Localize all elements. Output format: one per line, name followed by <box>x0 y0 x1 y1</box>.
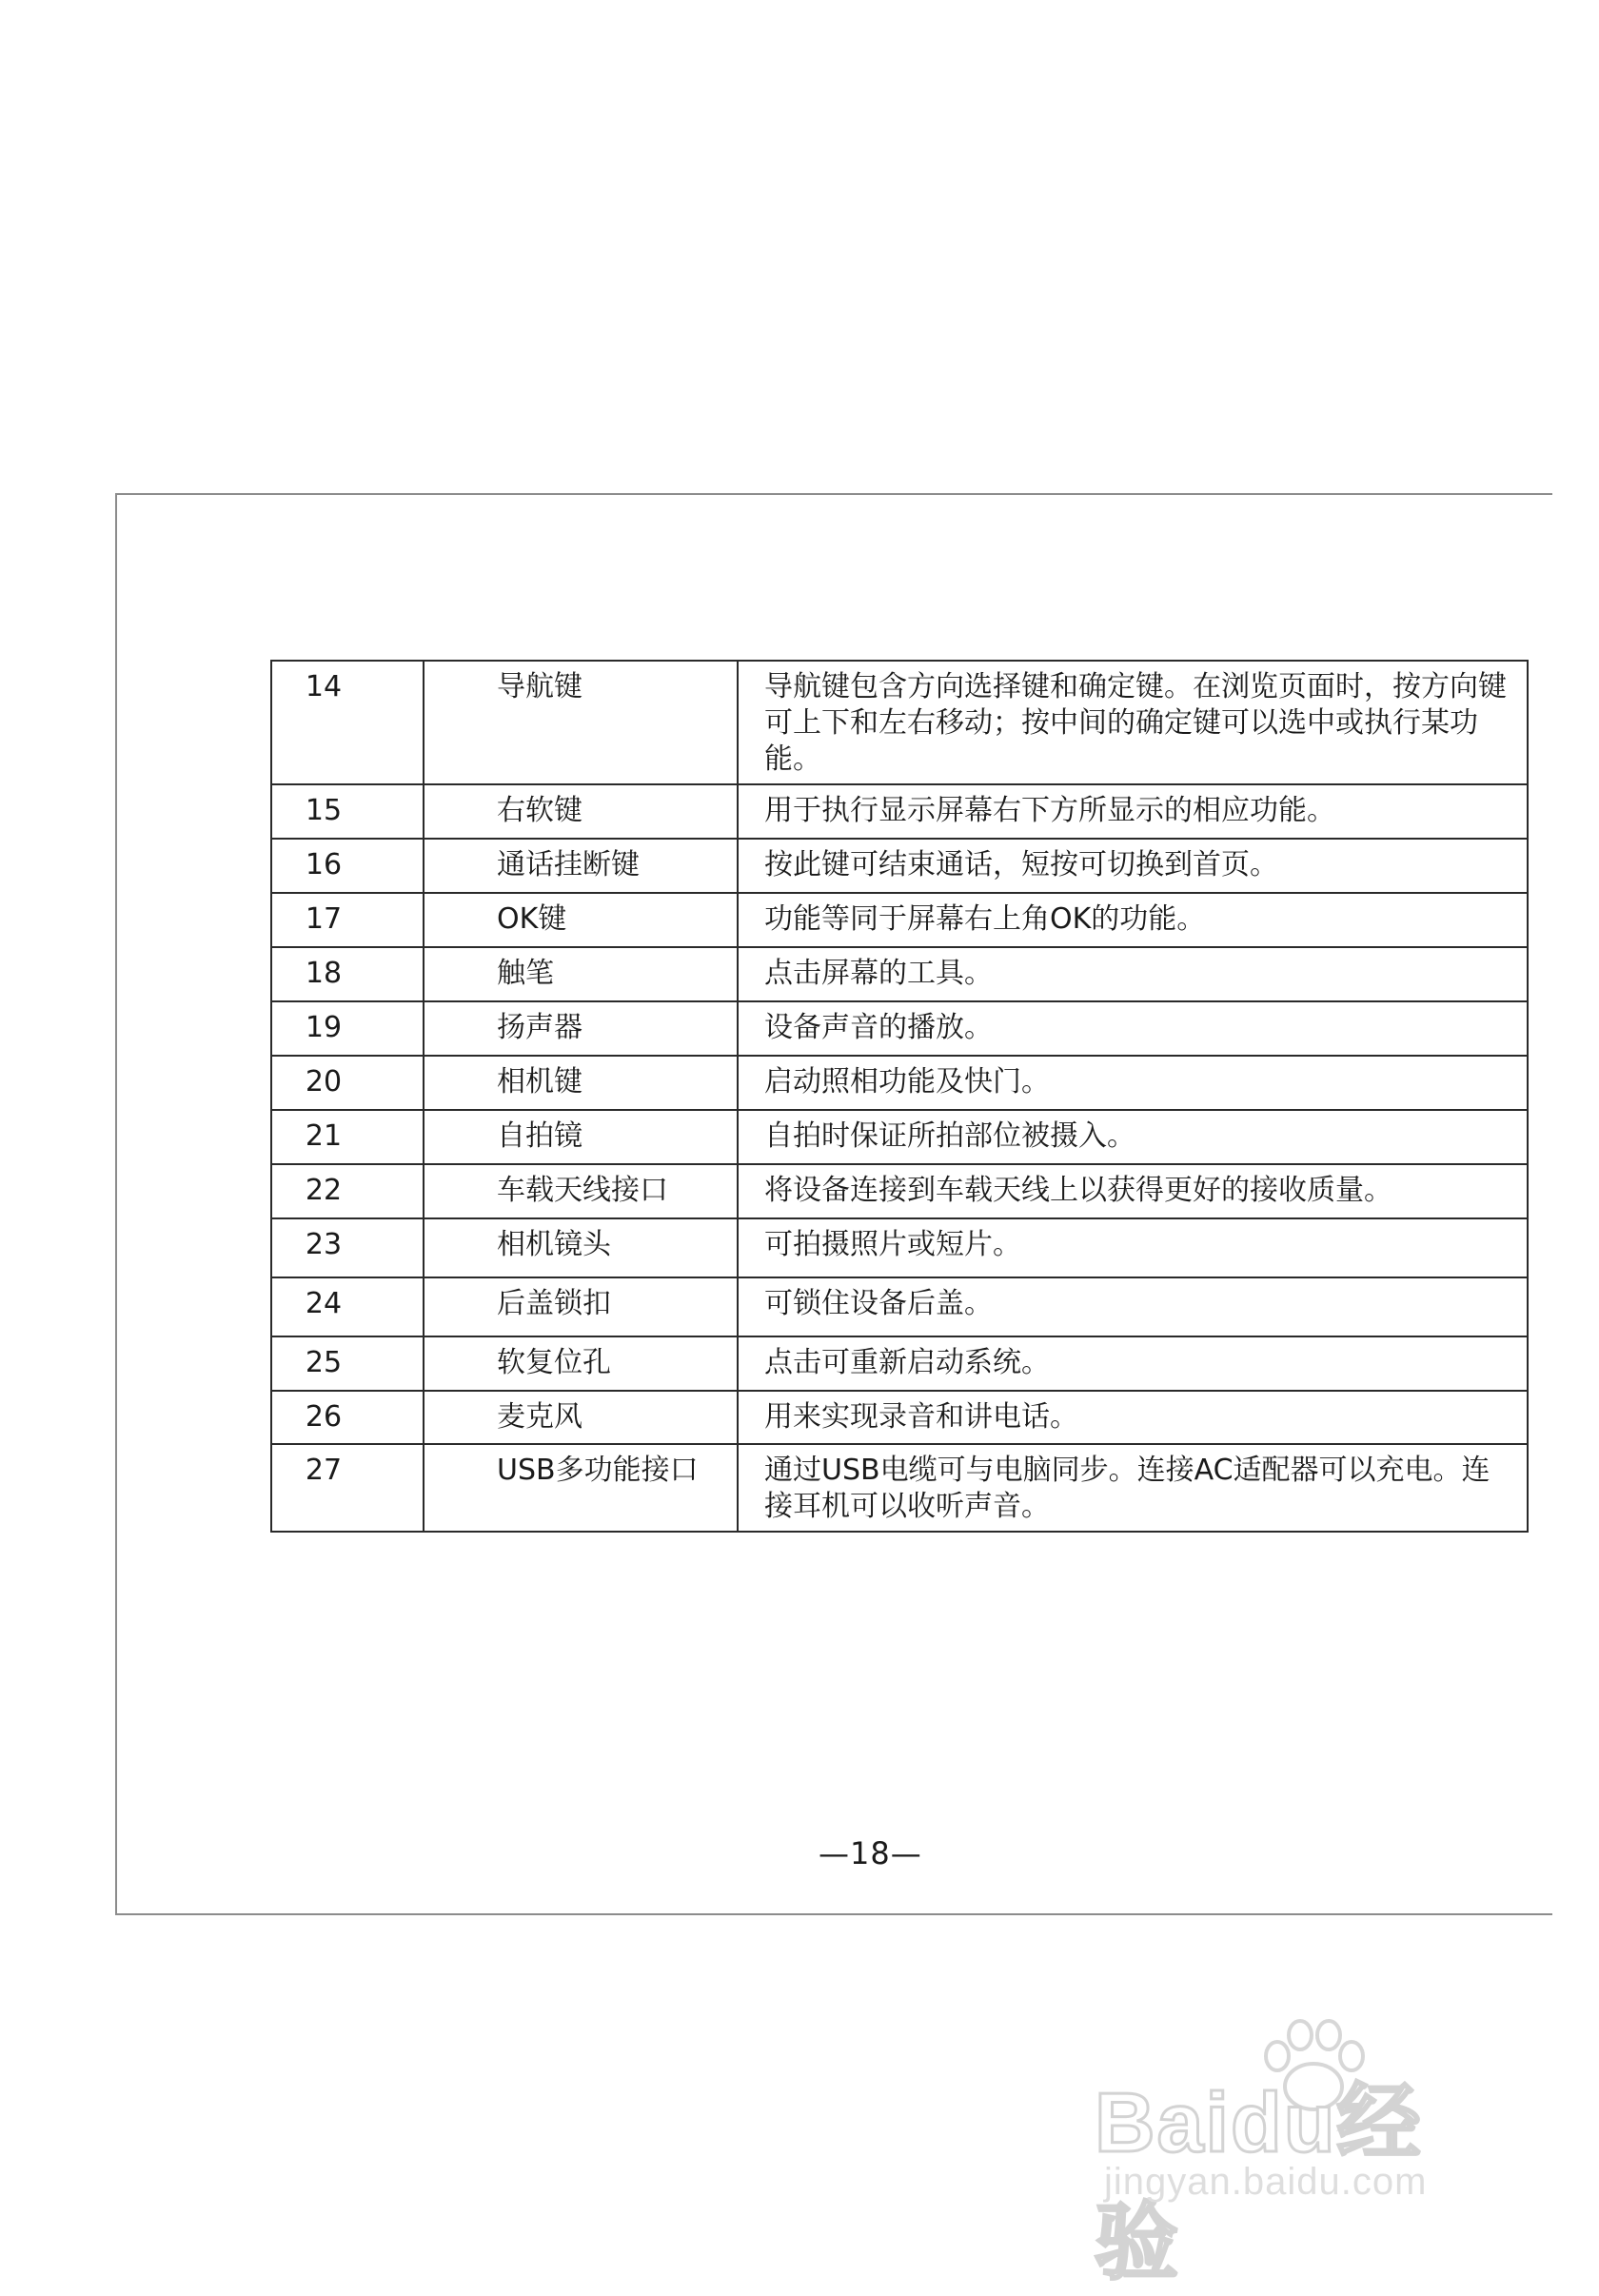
table-row <box>271 661 1528 784</box>
item-description: 将设备连接到车载天线上以获得更好的接收质量。 <box>738 1164 1528 1218</box>
item-description: 用于执行显示屏幕右下方所显示的相应功能。 <box>738 784 1528 839</box>
baidu-watermark <box>1095 2018 1504 2289</box>
item-name: 软复位孔 <box>424 1336 738 1391</box>
item-number: 24 <box>271 1277 424 1336</box>
item-number: 14 <box>271 661 424 784</box>
item-number: 19 <box>271 1001 424 1056</box>
table-row <box>271 1001 1528 1056</box>
item-name: 右软键 <box>424 784 738 839</box>
table-row <box>271 784 1528 839</box>
item-description: 导航键包含方向选择键和确定键。在浏览页面时，按方向键可上下和左右移动；按中间的确定键可以选中或执行某功能。 <box>738 661 1528 784</box>
item-description: 点击屏幕的工具。 <box>738 947 1528 1001</box>
table-row <box>271 1444 1528 1532</box>
item-name: 麦克风 <box>424 1391 738 1444</box>
item-number: 18 <box>271 947 424 1001</box>
item-number: 26 <box>271 1391 424 1444</box>
item-number: 25 <box>271 1336 424 1391</box>
item-description: 用来实现录音和讲电话。 <box>738 1391 1528 1444</box>
item-number: 15 <box>271 784 424 839</box>
item-name: USB多功能接口 <box>424 1444 738 1532</box>
table-row <box>271 947 1528 1001</box>
item-number: 27 <box>271 1444 424 1532</box>
item-name: 相机镜头 <box>424 1218 738 1277</box>
item-description: 通过USB电缆可与电脑同步。连接AC适配器可以充电。连接耳机可以收听声音。 <box>738 1444 1528 1532</box>
item-name: 导航键 <box>424 661 738 784</box>
item-number: 23 <box>271 1218 424 1277</box>
item-description: 可锁住设备后盖。 <box>738 1277 1528 1336</box>
item-name: 车载天线接口 <box>424 1164 738 1218</box>
item-description: 功能等同于屏幕右上角OK的功能。 <box>738 893 1528 947</box>
item-name: 触笔 <box>424 947 738 1001</box>
item-number: 16 <box>271 839 424 893</box>
item-description: 自拍时保证所拍部位被摄入。 <box>738 1110 1528 1164</box>
table-row <box>271 1336 1528 1391</box>
table-row <box>271 1164 1528 1218</box>
item-description: 点击可重新启动系统。 <box>738 1336 1528 1391</box>
item-description: 按此键可结束通话，短按可切换到首页。 <box>738 839 1528 893</box>
table-row <box>271 1277 1528 1336</box>
table-row <box>271 1056 1528 1110</box>
item-description: 可拍摄照片或短片。 <box>738 1218 1528 1277</box>
table-row <box>271 893 1528 947</box>
item-name: 扬声器 <box>424 1001 738 1056</box>
watermark-logo-text: Baidu经验 <box>1095 2075 1423 2289</box>
item-name: 通话挂断键 <box>424 839 738 893</box>
item-number: 17 <box>271 893 424 947</box>
item-name: 自拍镜 <box>424 1110 738 1164</box>
table-row <box>271 1218 1528 1277</box>
table-row <box>271 1110 1528 1164</box>
page-number: —18— <box>819 1835 922 1871</box>
item-description: 启动照相功能及快门。 <box>738 1056 1528 1110</box>
watermark-url: jingyan.baidu.com <box>1104 2161 1428 2203</box>
item-name: 相机键 <box>424 1056 738 1110</box>
item-description: 设备声音的播放。 <box>738 1001 1528 1056</box>
item-number: 20 <box>271 1056 424 1110</box>
table-row <box>271 839 1528 893</box>
item-name: OK键 <box>424 893 738 947</box>
component-table <box>270 660 1529 1533</box>
table-row <box>271 1391 1528 1444</box>
item-number: 21 <box>271 1110 424 1164</box>
item-number: 22 <box>271 1164 424 1218</box>
item-name: 后盖锁扣 <box>424 1277 738 1336</box>
